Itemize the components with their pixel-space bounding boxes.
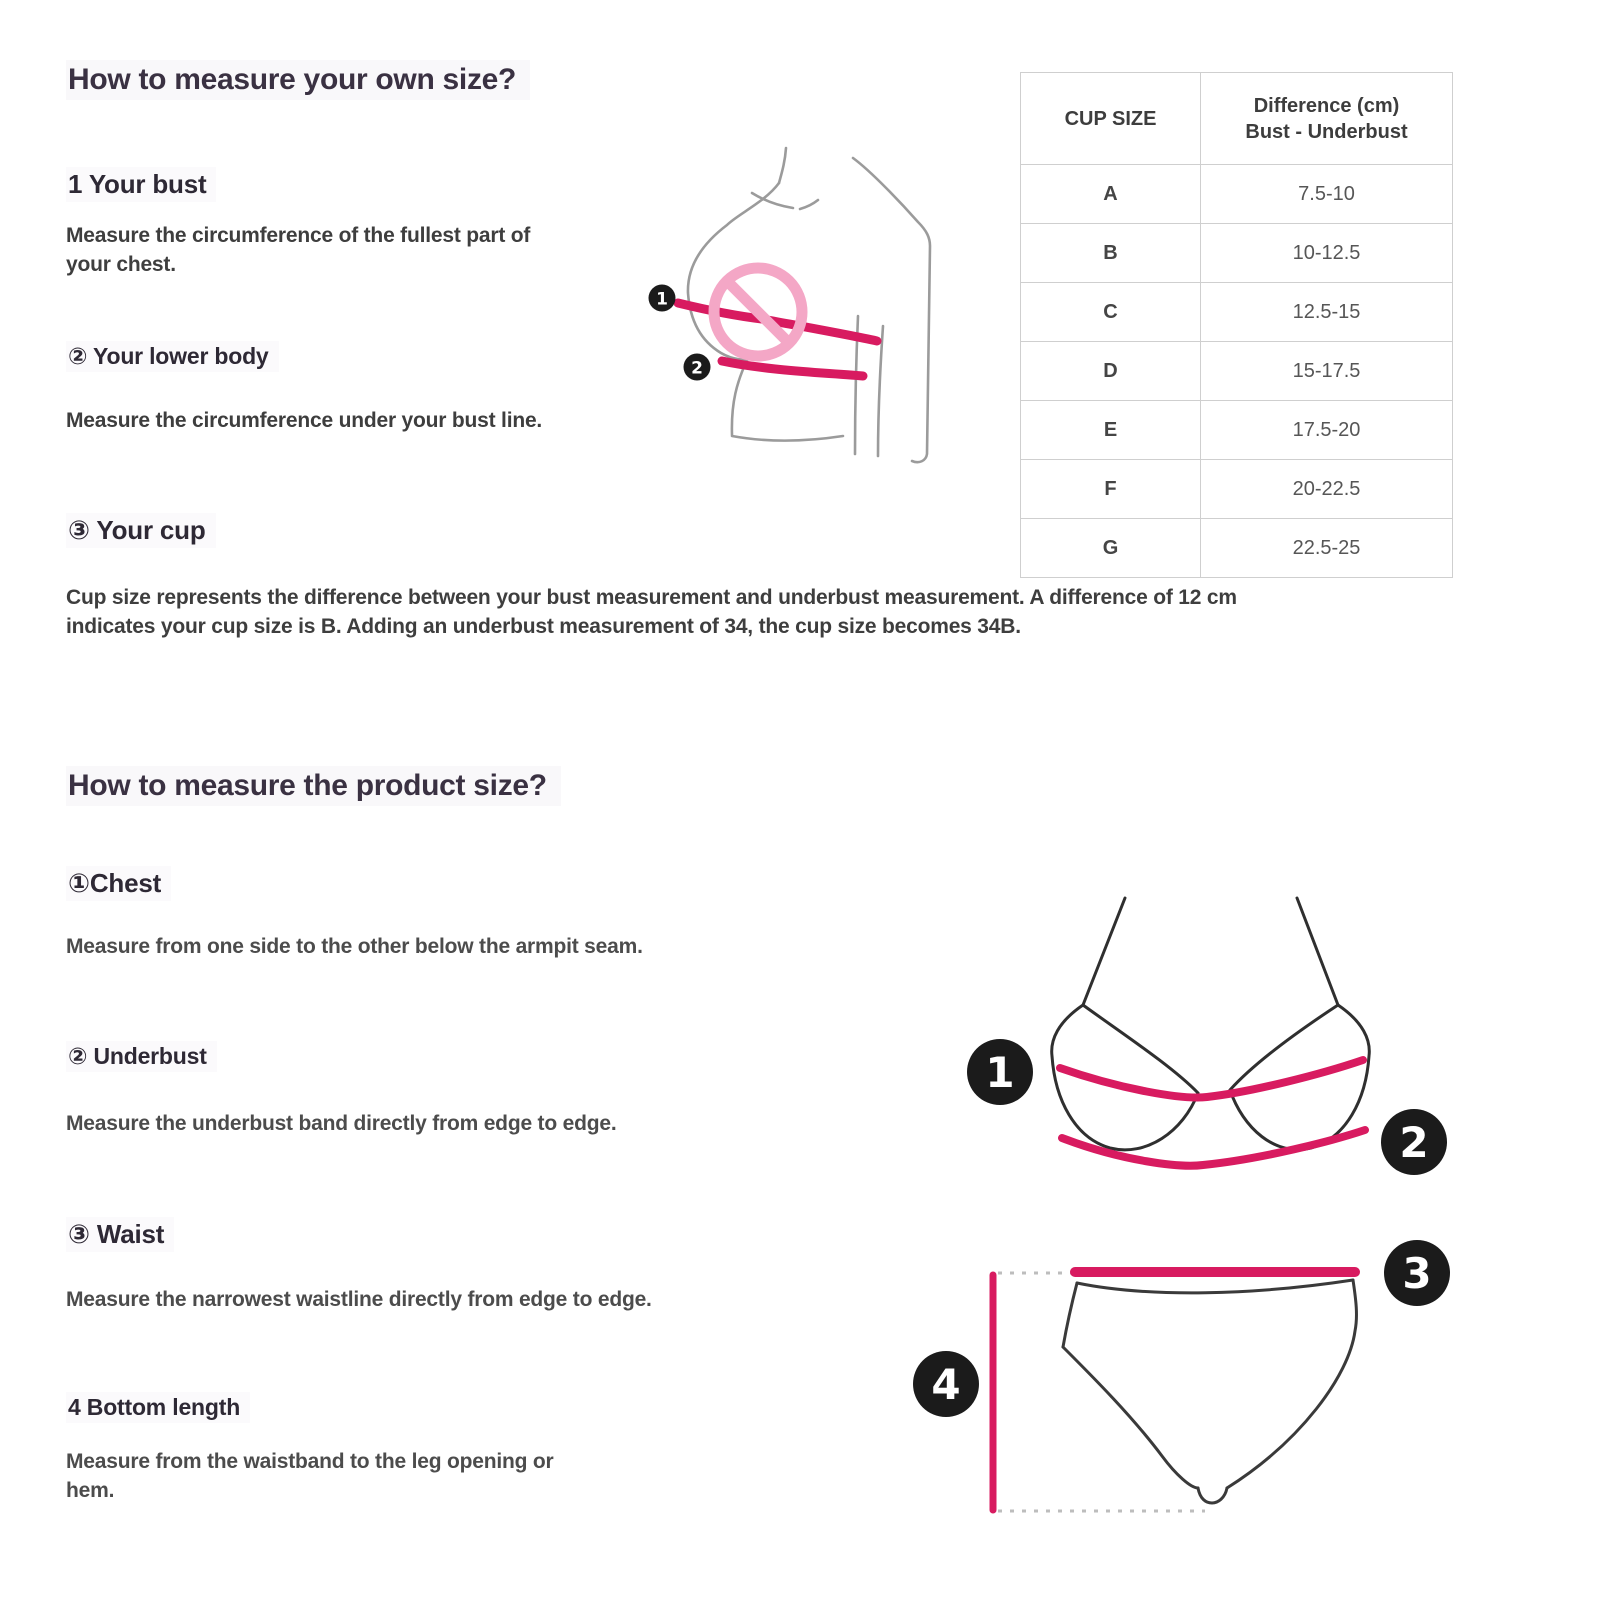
cup-cell: F [1021,460,1201,519]
lower-body-description: Measure the circumference under your bust line. [66,409,543,432]
your-cup-title: ③ Your cup [66,513,216,548]
table-header-difference-line1: Difference (cm) [1253,94,1400,117]
table-row [1021,165,1453,224]
table-row [1021,342,1453,401]
table-row [1021,519,1453,578]
cup-size-note: Cup size represents the difference between your bust measurement and underbust measurement. A difference of 12 cm indicates your cup size is B. Adding an underbust measurement of 34, the cup size becomes 34B. [66,586,1237,638]
underbust-description: Measure the underbust band directly from edge to edge. [66,1112,617,1135]
chest-tape-line [1060,1060,1363,1097]
table-header-difference-line2: Bust - Underbust [1245,120,1408,143]
bottom-badge-3 [1384,1240,1450,1306]
waist-title: ③ Waist [66,1217,174,1252]
guide-dotted-lines [998,1273,1205,1511]
cup-size-table [1020,72,1453,578]
cup-cell: E [1021,401,1201,460]
bottom-length-title: 4 Bottom length [66,1392,250,1423]
chest-description: Measure from one side to the other below the armpit seam. [66,935,643,958]
cup-cell: A [1021,165,1201,224]
diff-cell: 15-17.5 [1201,342,1453,401]
table-row [1021,224,1453,283]
cup-cell: C [1021,283,1201,342]
diff-cell: 10-12.5 [1201,224,1453,283]
diff-cell: 7.5-10 [1201,165,1453,224]
diff-cell: 20-22.5 [1201,460,1453,519]
bikini-top-outline [1052,898,1370,1150]
table-row [1021,401,1453,460]
svg-text:1: 1 [656,289,668,310]
torso-badge-2 [684,354,711,381]
your-bust-description: Measure the circumference of the fullest part of your chest. [66,224,531,276]
svg-text:1: 1 [985,1048,1015,1097]
torso-measurement-illustration [610,130,970,490]
diff-cell: 12.5-15 [1201,283,1453,342]
table-header-cup-size: CUP SIZE [1021,73,1201,165]
svg-text:2: 2 [691,358,703,379]
torso-outline [688,148,930,462]
svg-text:2: 2 [1399,1118,1429,1167]
table-row [1021,460,1453,519]
product-size-heading: How to measure the product size? [66,766,561,806]
bikini-bottom-tape-lines [993,1272,1355,1510]
underbust-title: ② Underbust [66,1041,217,1072]
bottom-length-description: Measure from the waistband to the leg opening or hem. [66,1450,554,1502]
chest-title: ①Chest [66,866,171,901]
table-header-difference [1201,73,1453,165]
bikini-bottom-outline [1063,1280,1356,1503]
lower-body-title: ② Your lower body [66,341,279,372]
cup-cell: B [1021,224,1201,283]
top-badge-2 [1381,1109,1447,1175]
bikini-top-tape-lines [1060,1060,1365,1166]
bikini-bottom-illustration [900,1200,1460,1540]
own-size-heading: How to measure your own size? [66,60,530,100]
top-badge-1 [967,1039,1033,1105]
underbust-tape-line [722,361,863,376]
table-row [1021,283,1453,342]
svg-text:4: 4 [931,1360,961,1409]
diff-cell: 22.5-25 [1201,519,1453,578]
torso-badge-1 [649,285,676,312]
diff-cell: 17.5-20 [1201,401,1453,460]
cup-cell: D [1021,342,1201,401]
waist-description: Measure the narrowest waistline directly from edge to edge. [66,1288,652,1311]
your-bust-title: 1 Your bust [66,167,216,202]
cup-cell: G [1021,519,1201,578]
bikini-top-illustration [950,860,1450,1180]
bottom-badge-4 [913,1351,979,1417]
svg-text:3: 3 [1402,1249,1432,1298]
